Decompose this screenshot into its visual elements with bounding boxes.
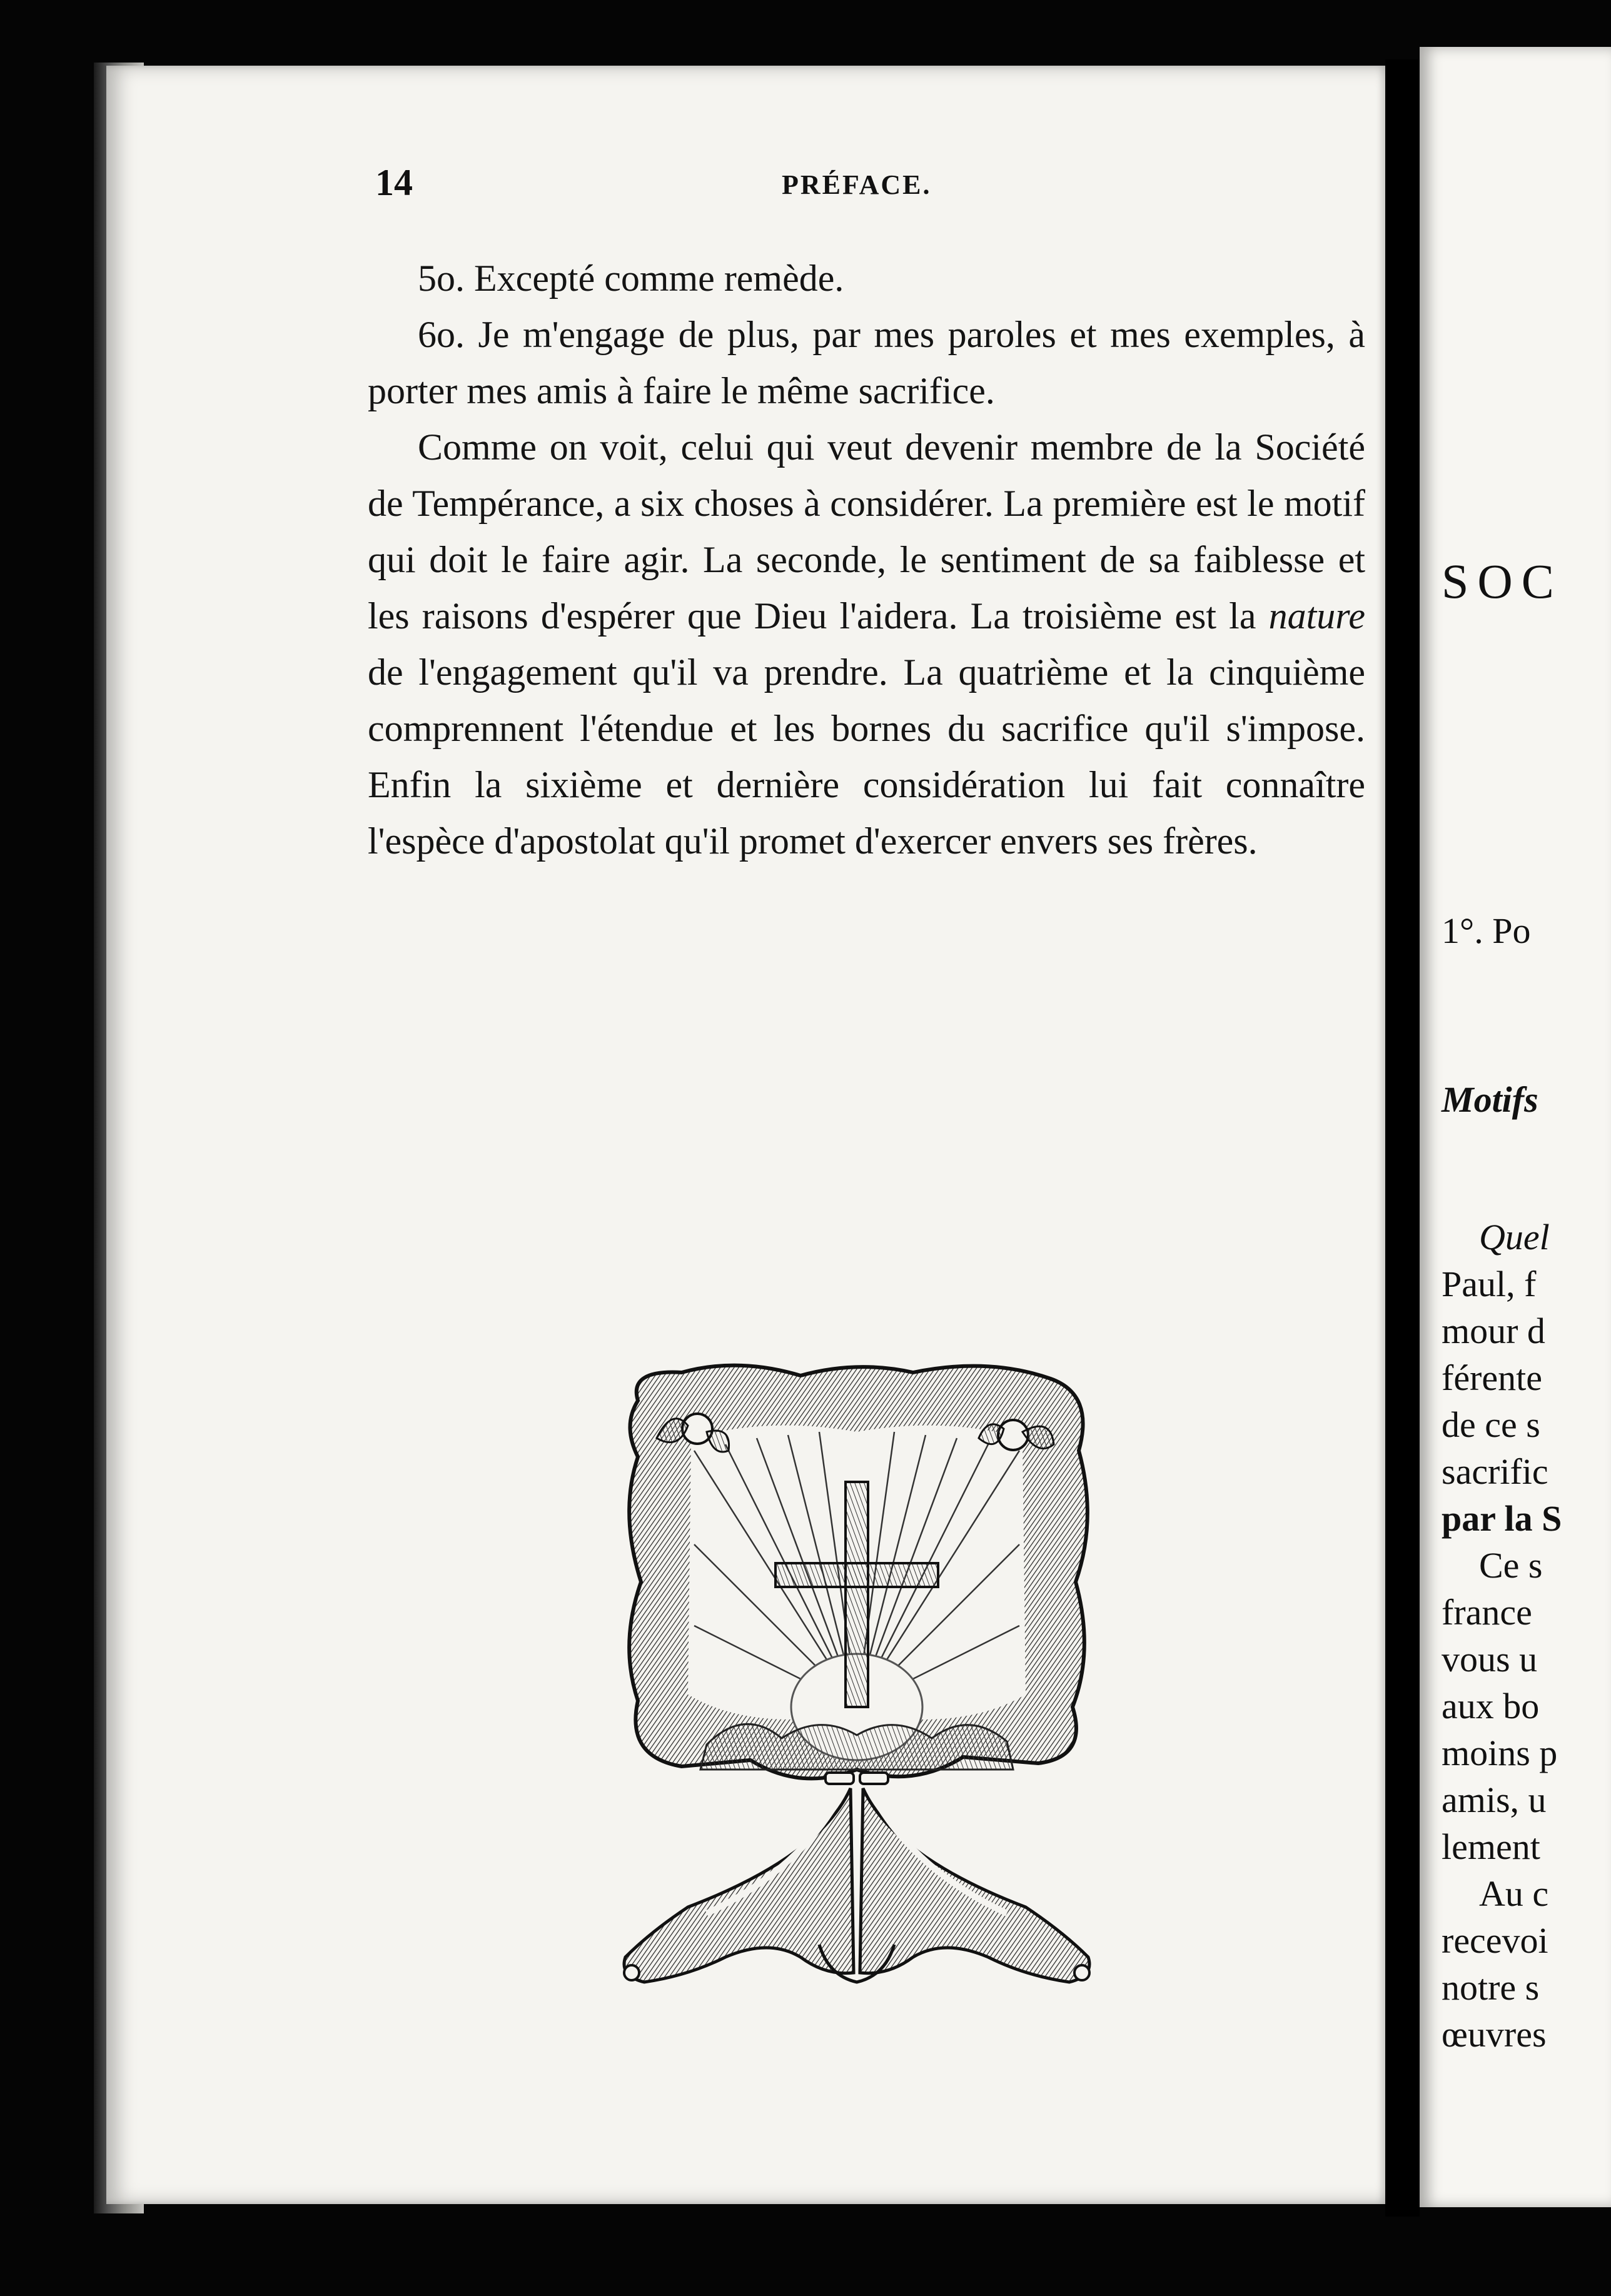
- body-text: [368, 250, 1365, 869]
- right-page-numbered-line: 1°. Po: [1442, 910, 1531, 951]
- right-page-heading: SOC: [1442, 554, 1563, 608]
- page-number: 14: [375, 162, 413, 203]
- paragraph: [368, 419, 1365, 869]
- right-page-line: sacrific: [1442, 1451, 1548, 1492]
- right-page-line: vous u: [1442, 1639, 1538, 1679]
- right-page-line: mour d: [1442, 1311, 1545, 1351]
- page-gutter: [1385, 59, 1420, 2217]
- running-header-title: PRÉFACE.: [782, 169, 932, 200]
- right-page-line: notre s: [1442, 1967, 1540, 2008]
- right-page-line: lement: [1442, 1826, 1540, 1867]
- paragraph-text: Comme on voit, celui qui veut devenir membre de la Société de Tempérance, a six choses à considérer. La première est le motif qui doit le faire agir. La seconde, le sentiment de sa faiblesse et les raisons d'espérer que Dieu l'aidera. La troisième est la: [368, 426, 1365, 637]
- right-page-line: œuvres: [1442, 2014, 1547, 2055]
- paragraph-text: de l'engagement qu'il va prendre. La quatrième et la cinquième comprennent l'étendue et les bornes du sacrifice qu'il s'impose. Enfin la sixième et dernière considération lui fait connaître l'espèce d'apostolat qu'il promet d'exercer envers ses frères.: [368, 652, 1365, 862]
- ornamental-pedestal: [624, 1773, 1089, 1982]
- right-page-subheading: Motifs: [1442, 1079, 1538, 1120]
- right-page-line: férente: [1442, 1357, 1542, 1398]
- right-page-line: Au c: [1479, 1873, 1549, 1914]
- right-page-line: Quel: [1479, 1217, 1550, 1257]
- right-page: [1420, 47, 1611, 2207]
- right-page-line: par la S: [1442, 1498, 1562, 1539]
- right-page-line: aux bo: [1442, 1686, 1540, 1726]
- right-page-line: de ce s: [1442, 1404, 1540, 1445]
- right-page-line: amis, u: [1442, 1780, 1547, 1820]
- paragraph: 5o. Excepté comme remède.: [418, 258, 844, 299]
- emphasized-word: nature: [1268, 595, 1365, 637]
- paragraph: 6o. Je m'engage de plus, par mes paroles et mes exemples, à porter mes amis à faire le même sacrifice.: [368, 314, 1365, 411]
- cross-vignette-engraving: [613, 1357, 1101, 2020]
- right-page-line: Ce s: [1479, 1545, 1543, 1586]
- right-page-line: recevoi: [1442, 1920, 1548, 1961]
- right-page-line: moins p: [1442, 1733, 1558, 1773]
- right-page-line: Paul, f: [1442, 1264, 1537, 1304]
- right-page-line: france: [1442, 1592, 1532, 1633]
